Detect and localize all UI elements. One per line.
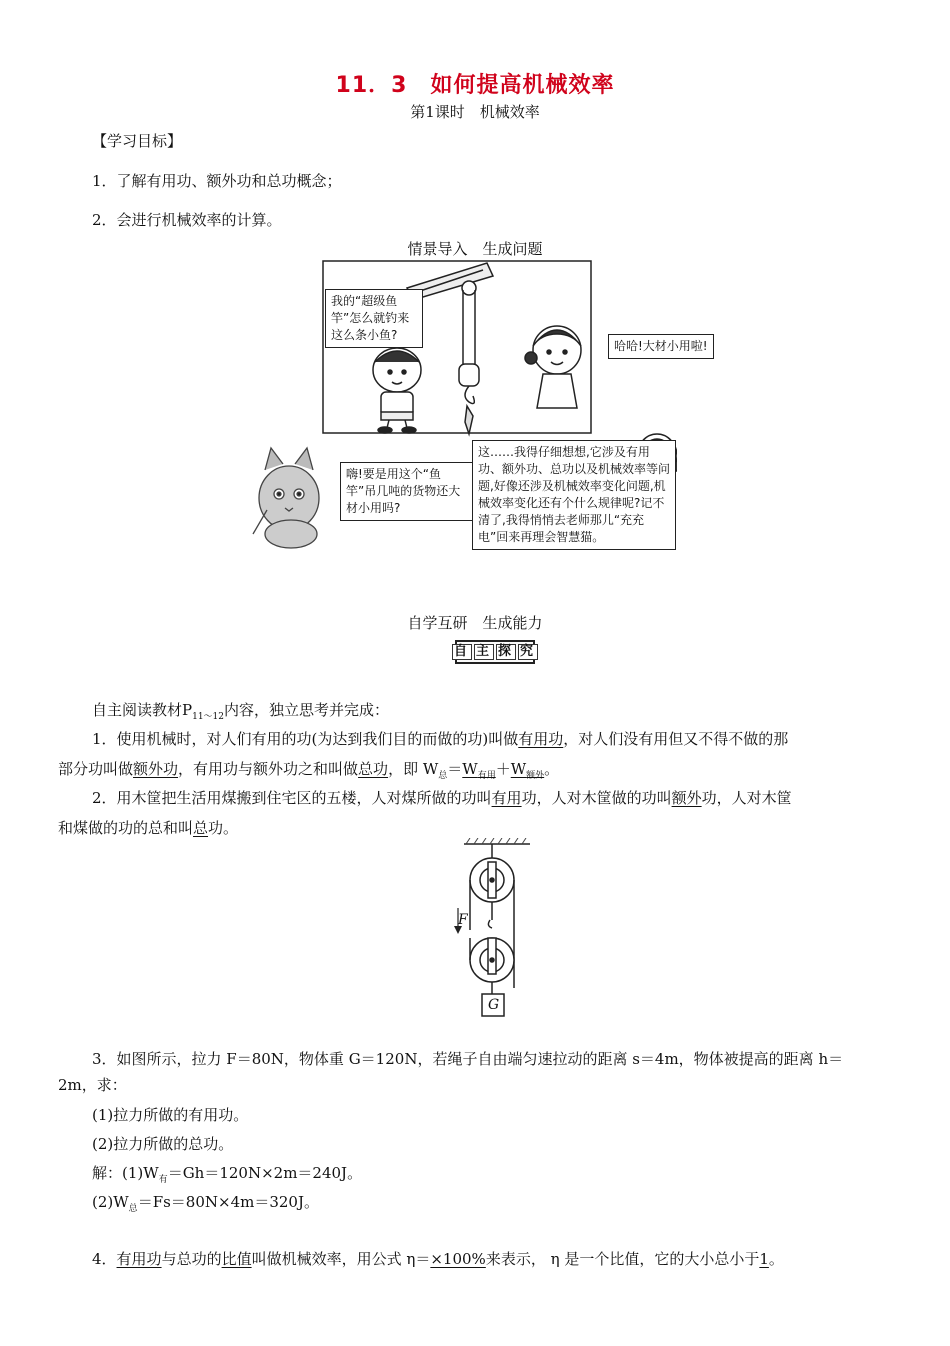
question-3-part-2: (2)拉力所做的总功。 (92, 1135, 234, 1153)
intro-section-heading: 情景导入 生成问题 (407, 240, 543, 258)
q3-solution-text: 解：(1)W (92, 1164, 159, 1182)
force-label: F (458, 912, 468, 928)
q4-text: 与总功的 (161, 1250, 222, 1268)
q1-text: ，对人们没有用但又不得不做的那 (563, 730, 789, 748)
q4-text: 来表示， η 是一个比值，它的大小总小于 (485, 1250, 760, 1268)
q1-answer-total-work: 总功 (358, 760, 389, 778)
q4-answer-1: 有用功 (116, 1250, 162, 1268)
q3-sub: 总 (128, 1204, 138, 1214)
q1-formula-extra (510, 760, 545, 781)
q2-text: 功，人对木筐做的功叫 (521, 789, 672, 807)
stamp-char: 探 (498, 644, 515, 659)
reading-prompt-text: 内容，独立思考并完成： (224, 701, 390, 719)
cat-speech-bubble: 嗨!要是用这个“鱼竿”吊几吨的货物还大材小用吗? (340, 462, 477, 521)
boy-speech-bubble: 我的“超级鱼竿”怎么就钓来这么条小鱼? (325, 289, 423, 348)
weight-label: G (488, 997, 500, 1013)
stamp-char: 自 (453, 644, 470, 659)
q2-text: 2．用木筐把生活用煤搬到住宅区的五楼，人对煤所做的功叫 (92, 789, 492, 807)
q4-text: 4． (92, 1250, 117, 1268)
question-2-line-2 (58, 817, 238, 839)
q1-sub: 总 (438, 771, 448, 781)
q4-answer-4: 1 (759, 1250, 769, 1268)
objectives-heading: 【学习目标】 (92, 132, 183, 150)
q3-solution-text: ＝Gh＝120N×2m＝240J。 (167, 1164, 363, 1182)
question-3-solution-2 (92, 1191, 319, 1220)
q1-answer-useful-work: 有用功 (518, 730, 564, 748)
reading-pages: 11～12 (192, 712, 224, 722)
self-study-section-heading: 自学互研 生成能力 (407, 614, 543, 632)
question-3-line-1: 3．如图所示，拉力 F＝80N，物体重 G＝120N，若绳子自由端匀速拉动的距离 s＝4m，物体被提高的距离 h＝ (92, 1050, 844, 1068)
question-3-part-1: (1)拉力所做的有用功。 (92, 1106, 249, 1124)
q1-formula-var: W (462, 760, 478, 778)
q1-text: 1．使用机械时，对人们有用的功(为达到我们目的而做的功)叫做 (92, 730, 519, 748)
q4-answer-2: 比值 (221, 1250, 252, 1268)
question-2-line-1 (92, 787, 792, 809)
q1-text: 部分功叫做 (58, 760, 134, 778)
q2-answer-2: 额外 (671, 789, 702, 807)
question-1-line-2 (58, 758, 559, 787)
girl-speech-bubble: 哈哈!大材小用啦! (608, 334, 714, 359)
q3-solution-text: (2)W (92, 1193, 129, 1211)
q4-answer-3: ×100% (430, 1250, 486, 1268)
q1-formula-var: W (510, 760, 527, 778)
objective-item-2: 2．会进行机械效率的计算。 (92, 211, 282, 229)
cat-character-icon (253, 448, 319, 548)
stamp-char: 主 (475, 644, 492, 659)
question-4 (92, 1248, 784, 1270)
pulley-figure (450, 838, 542, 1020)
q2-text: 功，人对木筐 (701, 789, 792, 807)
q4-text: 叫做机械效率，用公式 η＝ (251, 1250, 431, 1268)
q1-text: ，有用功与额外功之和叫做 (178, 760, 359, 778)
q1-text: ＋ (495, 760, 511, 778)
question-3-line-2: 2m，求： (58, 1076, 127, 1094)
q1-sub: 有用 (477, 771, 496, 781)
q3-sub: 有 (158, 1175, 168, 1185)
question-1-line-1 (92, 728, 788, 750)
q1-text: 。 (544, 760, 560, 778)
page-title: 11．3 如何提高机械效率 (335, 73, 615, 98)
reading-prompt-text: 自主阅读教材P (92, 701, 193, 719)
q1-answer-extra-work: 额外功 (133, 760, 179, 778)
girl-thinking-bubble: 这……我得仔细想想,它涉及有用功、额外功、总功以及机械效率等问题,好像还涉及机械效率变化问题,机械效率变化还有个什么规律呢?记不清了,我得悄悄去老师那儿“充充电”回来再理会智慧猫。 (472, 440, 676, 550)
stamp-char: 究 (520, 644, 537, 659)
reading-prompt (92, 699, 389, 728)
pulley-svg (450, 838, 542, 1020)
q1-text: ，即 W (388, 760, 439, 778)
girl-character-icon (525, 326, 581, 408)
q2-answer-3: 总 (193, 819, 209, 837)
objective-item-1: 1．了解有用功、额外功和总功概念； (92, 172, 342, 190)
page-subtitle: 第1课时 机械效率 (410, 103, 540, 121)
q2-answer-1: 有用 (491, 789, 522, 807)
self-explore-stamp (455, 640, 535, 664)
q1-sub: 额外 (526, 771, 545, 781)
q2-text: 功。 (208, 819, 239, 837)
boy-character-icon (373, 348, 421, 433)
question-3-solution-1 (92, 1162, 362, 1191)
q2-text: 和煤做的功的总和叫 (58, 819, 194, 837)
q1-formula-useful (462, 760, 496, 781)
q4-text: 。 (768, 1250, 784, 1268)
q1-text: ＝ (447, 760, 463, 778)
q3-solution-text: ＝Fs＝80N×4m＝320J。 (137, 1193, 319, 1211)
